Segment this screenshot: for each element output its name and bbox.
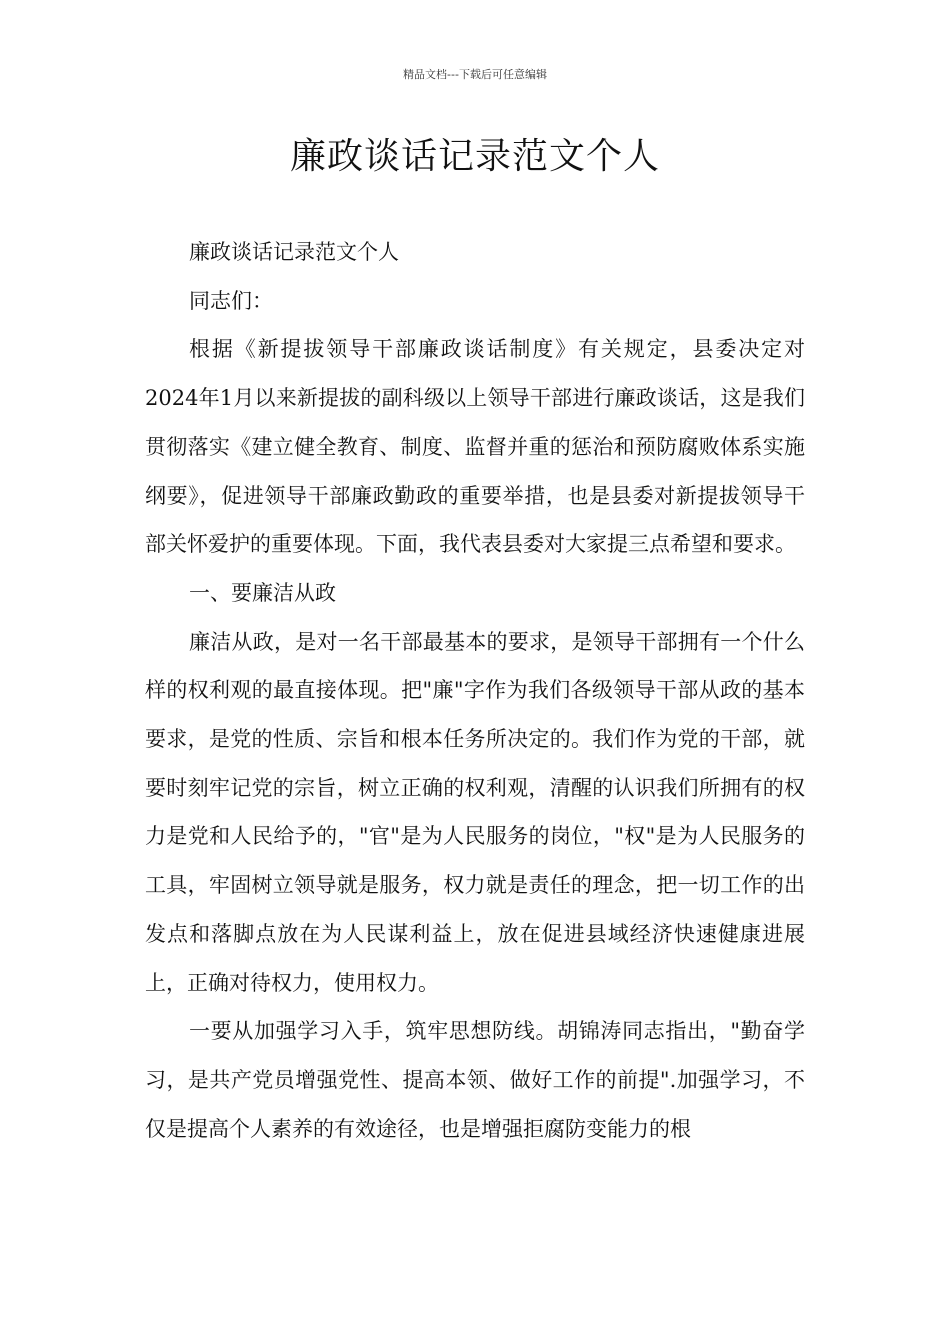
document-body (145, 228, 805, 1153)
body-paragraph: 一要从加强学习入手，筑牢思想防线。胡锦涛同志指出，"勤奋学习，是共产党员增强党性、提高本领、做好工作的前提".加强学习，不仅是提高个人素养的有效途径，也是增强拒腐防变能力的根 (145, 1019, 805, 1141)
body-paragraph: 根据《新提拔领导干部廉政谈话制度》有关规定，县委决定对2024年1月以来新提拔的副科级以上领导干部进行廉政谈话，这是我们贯彻落实《建立健全教育、制度、监督并重的惩治和预防腐败体系实施纲要》，促进领导干部廉政勤政的重要举措，也是县委对新提拔领导干部关怀爱护的重要体现。下面，我代表县委对大家提三点希望和要求。 (145, 337, 805, 557)
body-paragraph: 廉政谈话记录范文个人 (189, 240, 399, 264)
section-heading: 一、要廉洁从政 (189, 580, 336, 605)
body-paragraph: 廉洁从政，是对一名干部最基本的要求，是领导干部拥有一个什么样的权利观的最直接体现。把"廉"字作为我们各级领导干部从政的基本要求，是党的性质、宗旨和根本任务所决定的。我们作为党的干部，就要时刻牢记党的宗旨，树立正确的权利观，清醒的认识我们所拥有的权力是党和人民给予的，"官"是为人民服务的岗位，"权"是为人民服务的工具，牢固树立领导就是服务，权力就是责任的理念，把一切工作的出发点和落脚点放在为人民谋利益上，放在促进县域经济快速健康进展上，正确对待权力，使用权力。 (145, 629, 805, 995)
document-title: 廉政谈话记录范文个人 (289, 136, 660, 177)
page-header-note: 精品文档---下载后可任意编辑 (403, 68, 547, 81)
body-paragraph: 同志们： (189, 288, 273, 313)
